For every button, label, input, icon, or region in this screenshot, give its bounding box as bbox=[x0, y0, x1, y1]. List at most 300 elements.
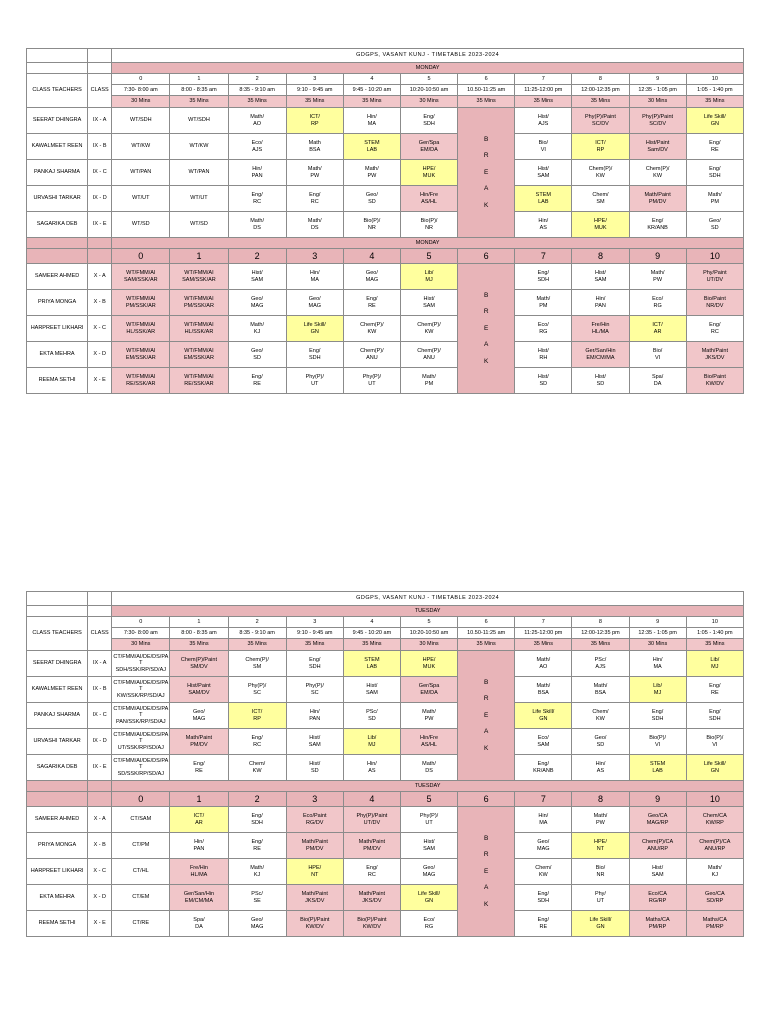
period-cell bbox=[515, 807, 572, 833]
slot-number: 5 bbox=[400, 249, 457, 264]
break-letter: B bbox=[484, 291, 489, 299]
period-teacher: SDH bbox=[709, 172, 721, 179]
period-teacher: MAG/RP bbox=[646, 819, 669, 826]
period-teacher: MUK bbox=[422, 663, 436, 670]
day-label: TUESDAY bbox=[112, 781, 744, 792]
period-cell bbox=[343, 134, 400, 160]
period-teacher: EM/CM/MA bbox=[586, 354, 615, 361]
period-subject: Phy(P)/ bbox=[305, 683, 324, 690]
period-teacher: KW/RP bbox=[705, 819, 724, 826]
period-subject: HPE/ bbox=[594, 839, 607, 846]
time-row bbox=[27, 628, 744, 639]
slot-number: 1 bbox=[170, 792, 228, 807]
period-cell bbox=[228, 833, 286, 859]
period-teacher: KW bbox=[252, 767, 262, 774]
period-subject: WT/PAN bbox=[130, 169, 152, 176]
class-teacher-name: PANKAJ SHARMA bbox=[27, 160, 88, 186]
period-cell bbox=[515, 212, 572, 238]
period-subject: STEM bbox=[364, 657, 380, 664]
period-teacher: SDH bbox=[308, 354, 321, 361]
class-row bbox=[27, 833, 744, 859]
slot-duration: 30 Mins bbox=[400, 639, 457, 651]
period-cell bbox=[515, 186, 572, 212]
period-cell bbox=[686, 677, 743, 703]
period-subject: Life Skill/ bbox=[303, 322, 326, 329]
period-cell bbox=[572, 290, 629, 316]
class-row bbox=[27, 651, 744, 677]
period-cell bbox=[400, 885, 457, 911]
slot-number: 0 bbox=[112, 249, 170, 264]
period-cell bbox=[572, 911, 629, 937]
period-teacher: UT bbox=[311, 380, 319, 387]
period-teacher: KW bbox=[653, 172, 663, 179]
slot-number: 5 bbox=[400, 617, 457, 628]
period-cell bbox=[686, 264, 743, 290]
slot-time: 12:35 - 1:05 pm bbox=[629, 85, 686, 96]
header-class: CLASS bbox=[88, 617, 112, 651]
period-subject: Math/Paint bbox=[358, 839, 386, 846]
period-teacher: LAB bbox=[366, 146, 378, 153]
class-row bbox=[27, 755, 744, 781]
slot-number: 10 bbox=[686, 74, 743, 85]
period-cell bbox=[686, 911, 743, 937]
period-subject: Math/ bbox=[422, 709, 436, 716]
period-teacher: SDH bbox=[308, 663, 321, 670]
class-row bbox=[27, 290, 744, 316]
period-teacher: SAM bbox=[537, 741, 550, 748]
break-letter: R bbox=[483, 851, 489, 859]
period-cell bbox=[112, 651, 170, 677]
period-cell bbox=[228, 186, 286, 212]
slot-duration: 35 Mins bbox=[228, 96, 286, 108]
period-cell bbox=[572, 264, 629, 290]
slot-duration: 30 Mins bbox=[629, 96, 686, 108]
period-subject: Hist/Paint bbox=[645, 140, 670, 147]
slot-time: 8:00 - 8:35 am bbox=[170, 628, 228, 639]
period-subject: Phy(P)/Paint bbox=[356, 813, 388, 820]
period-subject: Hin/Fre bbox=[420, 735, 439, 742]
period-teacher: GN bbox=[310, 328, 319, 335]
period-teacher: SD bbox=[539, 380, 548, 387]
period-subject: Phy/ bbox=[594, 891, 606, 898]
period-cell bbox=[112, 186, 170, 212]
period-subject: Chem/ bbox=[249, 761, 266, 768]
slot-number: 10 bbox=[686, 792, 743, 807]
period-subject: ICT/ bbox=[309, 114, 320, 121]
period-teacher: JKS/DV bbox=[305, 897, 325, 904]
period-subject: Geo/CA bbox=[647, 813, 668, 820]
period-cell bbox=[515, 134, 572, 160]
period-cell bbox=[515, 368, 572, 394]
period-cell bbox=[343, 160, 400, 186]
period-teacher: PM/DV bbox=[648, 198, 667, 205]
class-row bbox=[27, 911, 744, 937]
period-subject: CT/SAM bbox=[130, 816, 152, 823]
period-cell bbox=[629, 651, 686, 677]
slot-number: 4 bbox=[343, 617, 400, 628]
period-subject: Chem/ bbox=[535, 865, 552, 872]
period-subject: WT/FMM/AI bbox=[126, 374, 156, 381]
period-subject: Hin/ bbox=[309, 270, 320, 277]
period-subject: Eng/ bbox=[423, 114, 435, 121]
period-cell bbox=[629, 316, 686, 342]
period-teacher: AS bbox=[539, 224, 547, 231]
class-teacher-name: PRIYA MONGA bbox=[27, 290, 88, 316]
period-subject: Chem(P)/ bbox=[417, 322, 441, 329]
period-cell bbox=[686, 859, 743, 885]
period-subject: Eng/ bbox=[251, 813, 263, 820]
timetable-title: GDGPS, VASANT KUNJ - TIMETABLE 2023-2024 bbox=[112, 592, 744, 606]
slot-number: 6 bbox=[458, 74, 515, 85]
period-teacher: RG bbox=[539, 328, 548, 335]
period-cell bbox=[343, 755, 400, 781]
period-cell bbox=[286, 368, 343, 394]
slot-number: 1 bbox=[170, 617, 228, 628]
period-subject: Eng/ bbox=[537, 891, 549, 898]
slot-number: 8 bbox=[572, 792, 629, 807]
slot-duration: 35 Mins bbox=[515, 96, 572, 108]
period-teacher: SC bbox=[253, 689, 261, 696]
period-teacher: BSA bbox=[594, 689, 606, 696]
day-row-secondary bbox=[27, 781, 744, 792]
period-subject: Math/ bbox=[593, 813, 608, 820]
period-cell bbox=[400, 729, 457, 755]
period-cell bbox=[170, 108, 228, 134]
class-teacher-name: EKTA MEHRA bbox=[27, 342, 88, 368]
period-teacher: KW/DV bbox=[362, 923, 381, 930]
period-cell bbox=[286, 885, 343, 911]
period-teacher: BSA bbox=[309, 146, 321, 153]
period-subject: Chem(P)/ bbox=[245, 657, 269, 664]
period-teacher: VI bbox=[712, 741, 718, 748]
period-teacher: AS/HL bbox=[421, 741, 437, 748]
slot-number: 4 bbox=[343, 249, 400, 264]
period-cell bbox=[686, 807, 743, 833]
slot-time: 10:20-10:50 am bbox=[400, 85, 457, 96]
period-cell bbox=[629, 833, 686, 859]
period-subject: Bio/ bbox=[538, 140, 549, 147]
period-cell bbox=[170, 342, 228, 368]
period-teacher: KW bbox=[538, 871, 548, 878]
period-subject: Hist/ bbox=[652, 865, 664, 872]
slot-number: 3 bbox=[286, 617, 343, 628]
period-teacher: SAM/DV bbox=[188, 689, 210, 696]
period-teacher: DA bbox=[653, 380, 662, 387]
period-teacher: RC bbox=[253, 741, 262, 748]
class-section: X - E bbox=[88, 911, 112, 937]
period-teacher: SM bbox=[596, 198, 605, 205]
period-cell bbox=[228, 859, 286, 885]
period-teacher: AO bbox=[253, 120, 262, 127]
period-subject: Geo/ bbox=[251, 348, 264, 355]
slot-duration: 30 Mins bbox=[400, 96, 457, 108]
break-letter: A bbox=[484, 341, 489, 349]
period-cell bbox=[686, 885, 743, 911]
timetable-tuesday bbox=[26, 591, 744, 937]
period-cell bbox=[170, 859, 228, 885]
slot-number: 2 bbox=[228, 249, 286, 264]
period-subject: Eng/ bbox=[709, 683, 721, 690]
period-teacher: GN bbox=[710, 120, 719, 127]
period-cell bbox=[343, 807, 400, 833]
period-cell bbox=[343, 186, 400, 212]
period-subject: WT/FMM/AI bbox=[126, 348, 156, 355]
period-teacher: KW/DV bbox=[305, 923, 324, 930]
period-subject: Hist/ bbox=[251, 270, 263, 277]
period-subject: Geo/ bbox=[423, 865, 435, 872]
period-cell bbox=[629, 859, 686, 885]
period-subject: WT/FMM/AI bbox=[126, 322, 156, 329]
break-letter: B bbox=[484, 135, 489, 143]
period-teacher: MA bbox=[310, 276, 319, 283]
period-cell bbox=[400, 212, 457, 238]
slot-duration: 35 Mins bbox=[572, 96, 629, 108]
slot-number: 0 bbox=[112, 617, 170, 628]
period-cell bbox=[572, 755, 629, 781]
period-teacher: AR bbox=[653, 328, 662, 335]
period-subject: HPE/ bbox=[308, 865, 322, 872]
period-cell bbox=[686, 342, 743, 368]
period-teacher: SD bbox=[310, 767, 319, 774]
period-subject: Life Skill/ bbox=[418, 891, 441, 898]
class-row bbox=[27, 316, 744, 342]
period-subject: Geo/ bbox=[537, 839, 550, 846]
period-subject: WT/SD bbox=[190, 221, 208, 228]
break-letter: E bbox=[484, 711, 489, 719]
slot-duration: 35 Mins bbox=[170, 96, 228, 108]
period-subject: PSc/ bbox=[251, 891, 263, 898]
period-subject: Hist/ bbox=[537, 166, 549, 173]
period-cell bbox=[343, 316, 400, 342]
period-subject: Hist/ bbox=[594, 270, 606, 277]
period-teacher: SAM bbox=[251, 276, 264, 283]
slot-time: 9:10 - 9:45 am bbox=[286, 628, 343, 639]
class-section: IX - B bbox=[88, 677, 112, 703]
period-cell bbox=[286, 290, 343, 316]
period-subject: Eng/ bbox=[709, 166, 721, 173]
period-subject: Eng/ bbox=[251, 839, 263, 846]
class-row bbox=[27, 134, 744, 160]
class-section: X - D bbox=[88, 885, 112, 911]
period-teacher: PAN bbox=[193, 845, 205, 852]
slot-number: 3 bbox=[286, 74, 343, 85]
period-cell bbox=[170, 264, 228, 290]
period-teacher: RP bbox=[253, 715, 261, 722]
duration-row bbox=[27, 639, 744, 651]
period-cell bbox=[112, 290, 170, 316]
break-letters bbox=[458, 679, 514, 752]
period-cell bbox=[629, 807, 686, 833]
period-teacher: RC bbox=[367, 871, 376, 878]
period-teacher: PM/SSK/AR bbox=[183, 302, 214, 309]
period-subject: WT/FMM/AI bbox=[184, 270, 214, 277]
period-cell bbox=[629, 212, 686, 238]
period-teacher: VI bbox=[655, 741, 661, 748]
break-column bbox=[458, 807, 515, 937]
period-cell bbox=[686, 186, 743, 212]
period-cell bbox=[686, 729, 743, 755]
period-cell bbox=[572, 677, 629, 703]
period-cell bbox=[400, 807, 457, 833]
break-letter: K bbox=[484, 201, 489, 209]
period-cell bbox=[228, 212, 286, 238]
period-cell bbox=[170, 677, 228, 703]
slot-time: 12:00-12:35 pm bbox=[572, 628, 629, 639]
period-subject: Eng/ bbox=[537, 270, 549, 277]
period-cell bbox=[629, 729, 686, 755]
period-cell bbox=[228, 911, 286, 937]
period-cell bbox=[112, 911, 170, 937]
slot-duration: 30 Mins bbox=[112, 96, 170, 108]
break-letter: K bbox=[484, 900, 489, 908]
period-cell bbox=[515, 885, 572, 911]
period-cell bbox=[286, 316, 343, 342]
period-teacher: RE/SSK/AR bbox=[126, 380, 156, 387]
period-cell bbox=[286, 677, 343, 703]
break-letter: A bbox=[484, 884, 489, 892]
period-cell bbox=[112, 859, 170, 885]
slot-number: 10 bbox=[686, 617, 743, 628]
period-subject: Eco/ bbox=[251, 140, 263, 147]
period-cell bbox=[686, 368, 743, 394]
period-cell bbox=[515, 108, 572, 134]
slot-number: 0 bbox=[112, 792, 170, 807]
period-subject: Phy(P)/ bbox=[362, 374, 382, 381]
class-section: IX - B bbox=[88, 134, 112, 160]
class-teacher-name: KAWALMEET REEN bbox=[27, 134, 88, 160]
period-cell bbox=[170, 160, 228, 186]
period-cell bbox=[629, 134, 686, 160]
slot-time: 8:35 - 9:10 am bbox=[228, 628, 286, 639]
period-cell bbox=[170, 134, 228, 160]
period-subject: Hist/ bbox=[537, 114, 549, 121]
class-teacher-name: KAWALMEET REEN bbox=[27, 677, 88, 703]
slot-duration: 35 Mins bbox=[286, 96, 343, 108]
period-cell bbox=[515, 264, 572, 290]
period-subject: Eco/Paint bbox=[302, 813, 327, 820]
period-subject: Hin/ bbox=[595, 296, 606, 303]
period-subject: Ger/Spa bbox=[418, 683, 440, 690]
period-teacher: RP bbox=[596, 146, 605, 153]
period-cell bbox=[112, 316, 170, 342]
period-subject: Eng/ bbox=[366, 865, 378, 872]
period-cell bbox=[629, 368, 686, 394]
period-cell bbox=[400, 368, 457, 394]
class-section: X - B bbox=[88, 290, 112, 316]
period-teacher: HL/SSK/AR bbox=[126, 328, 156, 335]
period-subject: Geo/ bbox=[365, 192, 378, 199]
period-cell bbox=[170, 833, 228, 859]
period-cell bbox=[112, 729, 170, 755]
period-teacher: PM/RP bbox=[648, 923, 667, 930]
slot-duration: 35 Mins bbox=[686, 639, 743, 651]
period-teacher: RC bbox=[253, 198, 262, 205]
period-cell bbox=[170, 651, 228, 677]
break-column bbox=[458, 651, 515, 781]
class-teacher-name: HARPREET LIKHARI bbox=[27, 859, 88, 885]
period-teacher: NR bbox=[367, 224, 376, 231]
period-teacher: LAB bbox=[538, 198, 549, 205]
slot-duration: 30 Mins bbox=[629, 639, 686, 651]
class-section: IX - D bbox=[88, 186, 112, 212]
period-subject: STEM bbox=[649, 761, 666, 768]
period-cell bbox=[572, 703, 629, 729]
period-subject: WT/SDH bbox=[188, 117, 210, 124]
slot-duration: 35 Mins bbox=[228, 639, 286, 651]
period-teacher: MAG bbox=[422, 871, 436, 878]
slot-number: 6 bbox=[458, 249, 515, 264]
period-cell bbox=[170, 703, 228, 729]
period-subject: ICT/ bbox=[193, 813, 205, 820]
period-teacher: MA bbox=[653, 663, 662, 670]
period-teacher: SC/DV bbox=[649, 120, 666, 127]
period-subject: Bio(P)/Paint bbox=[357, 917, 387, 924]
period-teacher: KR/ANB bbox=[533, 767, 554, 774]
period-teacher: SAM bbox=[537, 172, 550, 179]
period-subject: Phy(P)/ bbox=[419, 813, 439, 820]
class-row bbox=[27, 342, 744, 368]
period-teacher: RE bbox=[711, 689, 719, 696]
period-teacher: MJ bbox=[711, 663, 719, 670]
period-subject: Eng/ bbox=[366, 296, 378, 303]
period-subject: Bio(P)/Paint bbox=[300, 917, 330, 924]
period-teacher: SAM bbox=[423, 845, 435, 852]
period-subject: Chem(P)/Paint bbox=[180, 657, 217, 664]
period-subject: WT/FMM/AI bbox=[184, 322, 214, 329]
break-letters bbox=[458, 292, 514, 365]
period-cell bbox=[343, 833, 400, 859]
period-cell bbox=[629, 186, 686, 212]
period-subject: CT/FMM/AI/DE/DS/PAT bbox=[113, 758, 169, 771]
period-subject: CT/EM bbox=[132, 894, 150, 901]
slot-number: 9 bbox=[629, 74, 686, 85]
class-section: X - C bbox=[88, 859, 112, 885]
period-subject: Hin/ bbox=[652, 657, 663, 664]
period-subject: Math/ bbox=[422, 761, 436, 768]
period-subject: Lib/ bbox=[710, 657, 720, 664]
header-class: CLASS bbox=[88, 74, 112, 108]
day-label: MONDAY bbox=[112, 238, 744, 249]
period-subject: Math/ bbox=[307, 218, 322, 225]
period-subject: Maths/CA bbox=[702, 917, 727, 924]
break-letter: R bbox=[483, 308, 489, 316]
period-cell bbox=[343, 859, 400, 885]
period-teacher: RE bbox=[539, 923, 548, 930]
slot-number: 4 bbox=[343, 792, 400, 807]
period-cell bbox=[515, 342, 572, 368]
period-cell bbox=[228, 677, 286, 703]
period-teacher: LAB bbox=[366, 663, 378, 670]
period-teacher: SAM/SSK/AR bbox=[123, 276, 158, 283]
period-teacher: SAM bbox=[594, 276, 607, 283]
slot-number: 5 bbox=[400, 74, 457, 85]
period-cell bbox=[686, 134, 743, 160]
period-teacher: UT/DV bbox=[363, 819, 381, 826]
period-teacher: AS bbox=[596, 767, 605, 774]
period-teacher: KW bbox=[367, 328, 377, 335]
class-teacher-name: SAGARIKA DEB bbox=[27, 212, 88, 238]
class-section: X - C bbox=[88, 316, 112, 342]
period-subject: Geo/CA bbox=[705, 891, 725, 898]
period-teacher: KW bbox=[424, 328, 434, 335]
period-teacher: DA bbox=[195, 923, 203, 930]
class-row bbox=[27, 160, 744, 186]
slot-number: 9 bbox=[629, 792, 686, 807]
header-class-teachers: CLASS TEACHERS bbox=[27, 617, 88, 651]
period-teacher: AO bbox=[539, 663, 548, 670]
period-subject: Phy(P)/Paint bbox=[585, 114, 616, 121]
slot-number: 3 bbox=[286, 249, 343, 264]
